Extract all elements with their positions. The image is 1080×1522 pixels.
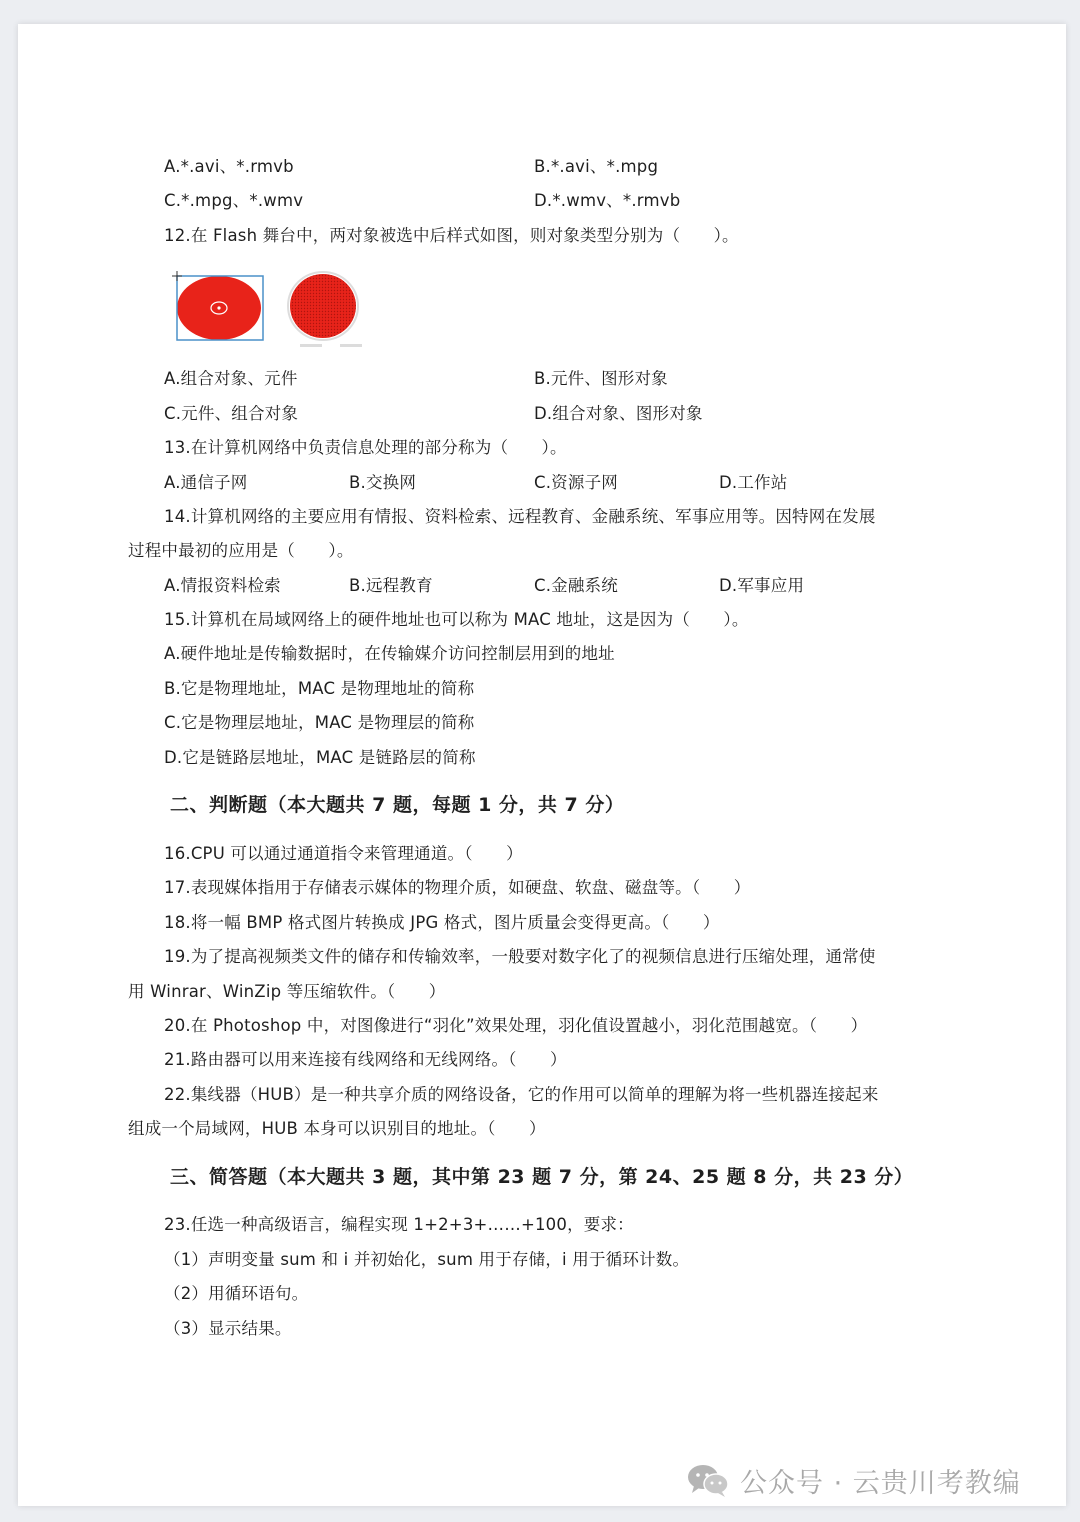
q23-stem: 23.任选一种高级语言，编程实现 1+2+3+……+100，要求： — [164, 1215, 634, 1234]
q15-option-d: D.它是链路层地址，MAC 是链路层的简称 — [164, 748, 476, 767]
q14-stem-line1: 14.计算机网络的主要应用有情报、资料检索、远程教育、金融系统、军事应用等。因特网在发展 — [164, 507, 876, 526]
q14-stem-line2: 过程中最初的应用是（ ）。 — [128, 541, 354, 560]
q17: 17.表现媒体指用于存储表示媒体的物理介质，如硬盘、软盘、磁盘等。（ ） — [164, 878, 751, 897]
section3-heading: 三、简答题（本大题共 3 题，其中第 23 题 7 分，第 24、25 题 8 分，共 23 分） — [170, 1166, 914, 1188]
q11-option-c: C.*.mpg、*.wmv — [164, 191, 304, 210]
q21: 21.路由器可以用来连接有线网络和无线网络。（ ） — [164, 1050, 567, 1069]
q12-option-b: B.元件、图形对象 — [534, 369, 668, 388]
q15-option-a: A.硬件地址是传输数据时，在传输媒介访问控制层用到的地址 — [164, 644, 615, 663]
q12-stem: 12.在 Flash 舞台中，两对象被选中后样式如图，则对象类型分别为（ ）。 — [164, 226, 739, 245]
q15-option-c: C.它是物理层地址，MAC 是物理层的简称 — [164, 713, 475, 732]
q23-requirement-3: （3）显示结果。 — [164, 1319, 292, 1338]
q15-option-b: B.它是物理地址，MAC 是物理地址的简称 — [164, 679, 475, 698]
q13-stem: 13.在计算机网络中负责信息处理的部分称为（ ）。 — [164, 438, 567, 457]
wechat-icon — [686, 1462, 730, 1498]
q22-line1: 22.集线器（HUB）是一种共享介质的网络设备，它的作用可以简单的理解为将一些机器连接起来 — [164, 1085, 879, 1104]
q14-option-d: D.军事应用 — [719, 576, 805, 595]
q14-option-c: C.金融系统 — [534, 576, 618, 595]
watermark-text: 公众号 · 云贵川考教编 — [740, 1467, 1021, 1499]
q11-option-a: A.*.avi、*.rmvb — [164, 157, 294, 176]
q18: 18.将一幅 BMP 格式图片转换成 JPG 格式，图片质量会变得更高。（ ） — [164, 913, 720, 932]
q12-option-c: C.元件、组合对象 — [164, 404, 299, 423]
q13-option-c: C.资源子网 — [534, 473, 618, 492]
q13-option-d: D.工作站 — [719, 473, 788, 492]
q23-requirement-1: （1）声明变量 sum 和 i 并初始化，sum 用于存储，i 用于循环计数。 — [164, 1250, 690, 1269]
q11-option-d: D.*.wmv、*.rmvb — [534, 191, 681, 210]
group-object-icon — [172, 268, 263, 350]
q16: 16.CPU 可以通过通道指令来管理通道。（ ） — [164, 844, 523, 863]
q14-option-b: B.远程教育 — [349, 576, 433, 595]
graphic-object-icon — [288, 272, 362, 347]
q14-option-a: A.情报资料检索 — [164, 576, 281, 595]
q15-stem: 15.计算机在局域网络上的硬件地址也可以称为 MAC 地址，这是因为（ ）。 — [164, 610, 749, 629]
q13-option-a: A.通信子网 — [164, 473, 248, 492]
watermark — [686, 1462, 1021, 1498]
q13-option-b: B.交换网 — [349, 473, 417, 492]
q19-line1: 19.为了提高视频类文件的储存和传输效率，一般要对数字化了的视频信息进行压缩处理，通常使 — [164, 947, 876, 966]
q23-requirement-2: （2）用循环语句。 — [164, 1284, 309, 1303]
q22-line2: 组成一个局域网，HUB 本身可以识别目的地址。（ ） — [128, 1119, 546, 1138]
q19-line2: 用 Winrar、WinZip 等压缩软件。（ ） — [128, 982, 446, 1001]
section2-heading: 二、判断题（本大题共 7 题，每题 1 分，共 7 分） — [170, 794, 625, 816]
q20: 20.在 Photoshop 中，对图像进行“羽化”效果处理，羽化值设置越小，羽化范围越宽。（ ） — [164, 1016, 868, 1035]
flash-objects-figure — [168, 268, 378, 354]
q12-option-a: A.组合对象、元件 — [164, 369, 298, 388]
q12-option-d: D.组合对象、图形对象 — [534, 404, 703, 423]
q11-option-b: B.*.avi、*.mpg — [534, 157, 659, 176]
